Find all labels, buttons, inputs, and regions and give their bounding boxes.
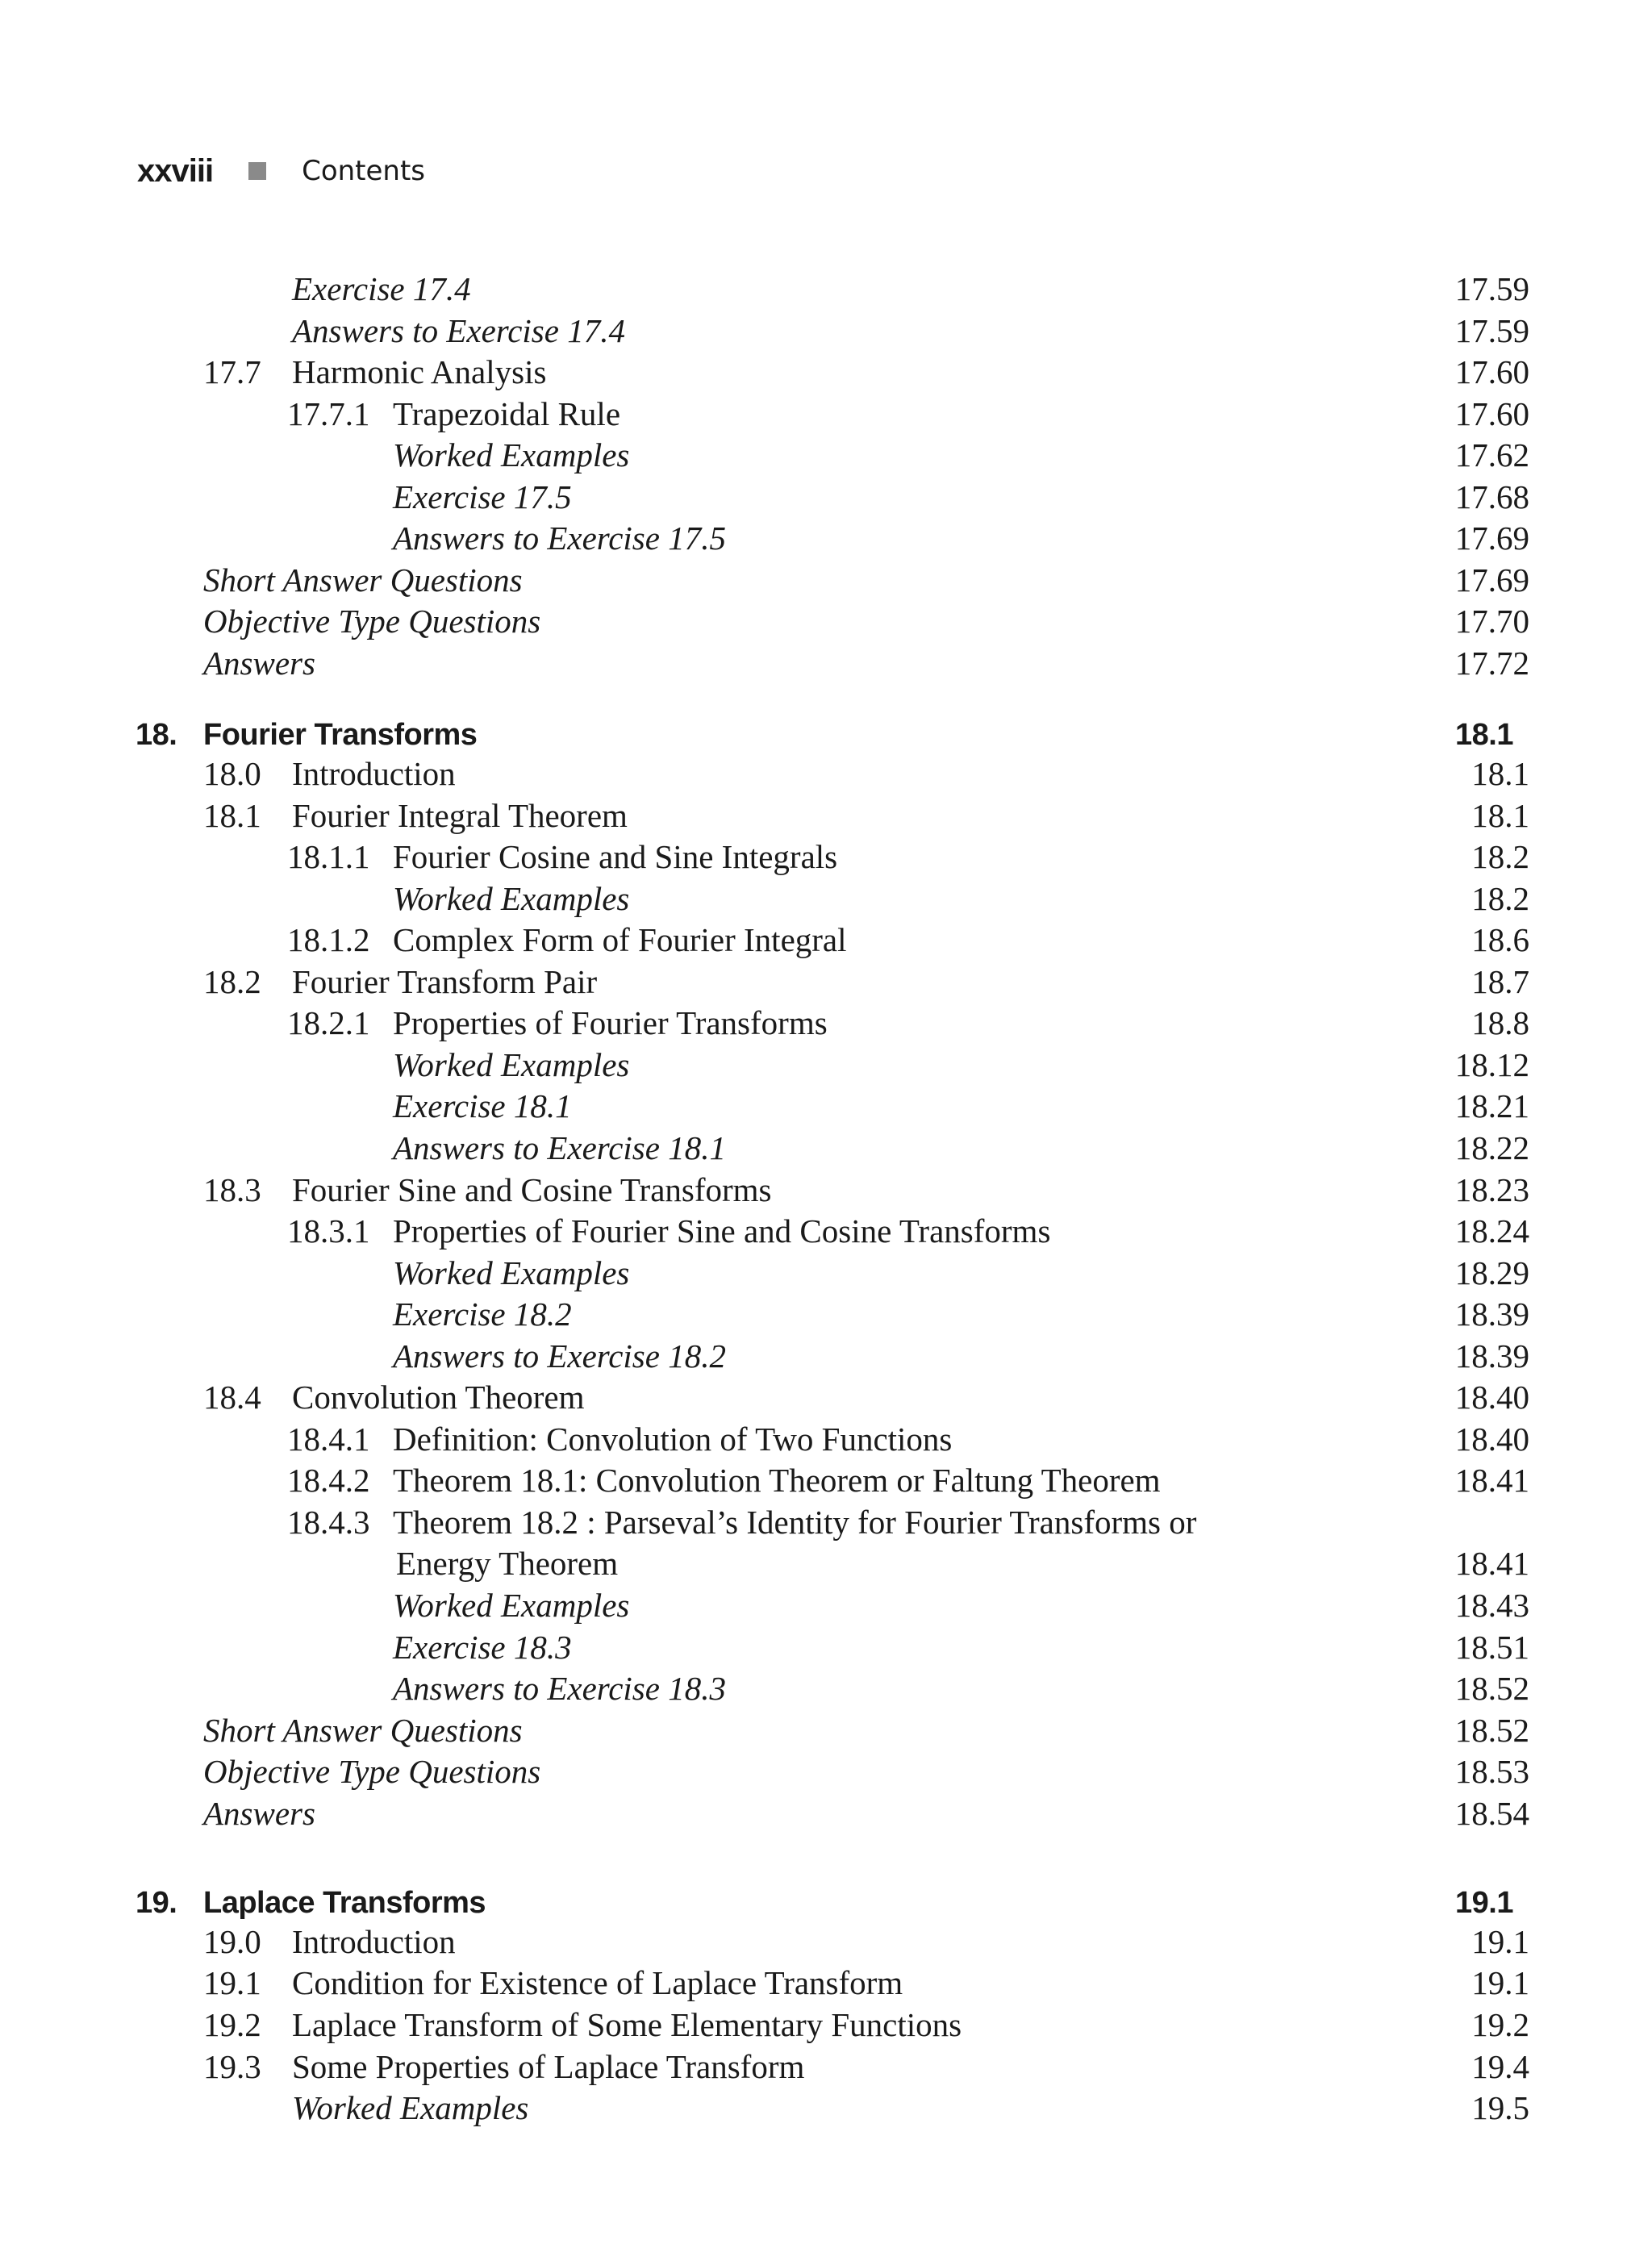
toc-entry-number: 18. xyxy=(136,718,177,752)
toc-entry-title: Exercise 17.4 xyxy=(292,270,471,307)
toc-entry-title: Harmonic Analysis xyxy=(292,353,547,390)
toc-entry-page: 18.53 xyxy=(1454,1753,1529,1790)
toc-entry-page: 18.1 xyxy=(1455,718,1513,752)
toc-entry-title: Laplace Transforms xyxy=(203,1886,486,1920)
toc-entry-number: 19.1 xyxy=(203,1964,261,2001)
toc-entry-row xyxy=(0,2087,1652,2129)
toc-entry-number: 19.0 xyxy=(203,1923,261,1960)
toc-entry-title: Fourier Sine and Cosine Transforms xyxy=(292,1171,772,1208)
toc-entry-row xyxy=(0,753,1652,795)
toc-entry-page: 18.29 xyxy=(1454,1254,1529,1291)
toc-entry-page: 17.70 xyxy=(1454,603,1529,640)
toc-entry-page: 18.12 xyxy=(1454,1046,1529,1083)
toc-entry-row xyxy=(0,919,1652,961)
toc-entry-title: Condition for Existence of Laplace Transform xyxy=(292,1964,903,2001)
toc-entry-title: Objective Type Questions xyxy=(203,1753,541,1790)
toc-entry-title: Energy Theorem xyxy=(396,1545,619,1582)
toc-entry-number: 17.7 xyxy=(203,353,261,390)
toc-entry-number: 19.3 xyxy=(203,2048,261,2085)
toc-entry-row xyxy=(0,1085,1652,1127)
toc-entry-page: 18.39 xyxy=(1454,1295,1529,1333)
toc-entry-page: 19.1 xyxy=(1455,1886,1513,1920)
toc-entry-title: Exercise 18.2 xyxy=(393,1295,572,1333)
toc-entry-title: Answers to Exercise 17.5 xyxy=(393,519,726,557)
toc-entry-page: 17.60 xyxy=(1454,353,1529,390)
toc-entry-page: 19.1 xyxy=(1471,1964,1529,2001)
toc-entry-row xyxy=(0,351,1652,393)
toc-entry-row xyxy=(0,1418,1652,1460)
toc-entry-row xyxy=(0,1169,1652,1211)
toc-entry-number: 18.1 xyxy=(203,797,261,834)
toc-entry-number: 18.0 xyxy=(203,755,261,792)
toc-entry-page: 17.68 xyxy=(1454,478,1529,515)
toc-entry-title: Answers to Exercise 18.1 xyxy=(393,1129,726,1166)
toc-entry-row xyxy=(0,1293,1652,1335)
toc-entry-title: Answers xyxy=(203,645,315,682)
toc-entry-row xyxy=(0,878,1652,920)
toc-entry-title: Introduction xyxy=(292,755,456,792)
toc-entry-page: 19.4 xyxy=(1471,2048,1529,2085)
toc-entry-row xyxy=(0,517,1652,559)
toc-entry-number: 18.2.1 xyxy=(287,1004,370,1041)
toc-entry-page: 17.60 xyxy=(1454,395,1529,432)
toc-entry-row xyxy=(0,1376,1652,1418)
toc-entry-row xyxy=(0,1792,1652,1834)
toc-entry-title: Some Properties of Laplace Transform xyxy=(292,2048,805,2085)
toc-entry-row xyxy=(0,268,1652,310)
toc-entry-number: 19. xyxy=(136,1886,177,1920)
toc-entry-row xyxy=(0,310,1652,352)
toc-entry-title: Theorem 18.2 : Parseval’s Identity for Fourier Transforms or xyxy=(393,1504,1197,1541)
toc-entry-number: 18.4.3 xyxy=(287,1504,370,1541)
toc-entry-title: Objective Type Questions xyxy=(203,603,541,640)
toc-entry-number: 18.4.1 xyxy=(287,1421,370,1458)
toc-chapter-row xyxy=(0,1882,1652,1924)
toc-entry-row xyxy=(0,434,1652,476)
toc-entry-title: Worked Examples xyxy=(393,1046,630,1083)
toc-entry-title: Definition: Convolution of Two Functions xyxy=(393,1421,953,1458)
toc-entry-title: Worked Examples xyxy=(393,1587,630,1624)
toc-entry-title: Introduction xyxy=(292,1923,456,1960)
toc-entry-page: 19.2 xyxy=(1471,2006,1529,2043)
toc-entry-number: 17.7.1 xyxy=(287,395,370,432)
toc-entry-title: Answers xyxy=(203,1795,315,1832)
toc-entry-page: 18.40 xyxy=(1454,1421,1529,1458)
toc-entry-row xyxy=(0,1127,1652,1169)
toc-entry-page: 18.6 xyxy=(1471,921,1529,958)
toc-entry-page: 18.7 xyxy=(1471,963,1529,1000)
toc-entry-title: Convolution Theorem xyxy=(292,1379,585,1416)
toc-entry-title: Worked Examples xyxy=(393,880,630,917)
toc-entry-page: 18.22 xyxy=(1454,1129,1529,1166)
toc-entry-row xyxy=(0,1210,1652,1252)
toc-entry-title: Complex Form of Fourier Integral xyxy=(393,921,847,958)
toc-entry-row xyxy=(0,2046,1652,2088)
toc-entry-page: 18.1 xyxy=(1471,755,1529,792)
toc-entry-page: 18.41 xyxy=(1454,1462,1529,1499)
toc-entry-title: Worked Examples xyxy=(393,436,630,474)
toc-entry-title: Short Answer Questions xyxy=(203,1712,523,1749)
toc-entry-row xyxy=(0,1542,1652,1584)
toc-entry-page: 18.40 xyxy=(1454,1379,1529,1416)
toc-entry-title: Short Answer Questions xyxy=(203,561,523,599)
toc-entry-row xyxy=(0,795,1652,836)
toc-entry-title: Trapezoidal Rule xyxy=(393,395,621,432)
toc-entry-title: Exercise 18.3 xyxy=(393,1629,572,1666)
toc-entry-page: 17.59 xyxy=(1454,312,1529,349)
toc-entry-row xyxy=(0,600,1652,642)
toc-entry-row xyxy=(0,836,1652,878)
toc-entry-row xyxy=(0,1626,1652,1668)
toc-entry-number: 18.3.1 xyxy=(287,1212,370,1249)
toc-entry-page: 17.59 xyxy=(1454,270,1529,307)
page-number: xxviii xyxy=(137,152,214,189)
toc-entry-row xyxy=(0,1252,1652,1294)
toc-entry-title: Fourier Transforms xyxy=(203,718,478,752)
toc-entry-page: 18.52 xyxy=(1454,1712,1529,1749)
toc-entry-row xyxy=(0,1962,1652,2004)
toc-entry-title: Exercise 17.5 xyxy=(393,478,572,515)
toc-entry-number: 18.4 xyxy=(203,1379,261,1416)
toc-entry-title: Answers to Exercise 18.2 xyxy=(393,1337,726,1375)
toc-entry-page: 18.8 xyxy=(1471,1004,1529,1041)
toc-entry-page: 17.72 xyxy=(1454,645,1529,682)
toc-entry-number: 18.1.2 xyxy=(287,921,370,958)
toc-entry-page: 18.52 xyxy=(1454,1670,1529,1707)
toc-entry-page: 18.51 xyxy=(1454,1629,1529,1666)
toc-entry-title: Theorem 18.1: Convolution Theorem or Faltung Theorem xyxy=(393,1462,1161,1499)
toc-entry-page: 18.2 xyxy=(1471,880,1529,917)
toc-entry-row xyxy=(0,1335,1652,1377)
toc-entry-number: 18.2 xyxy=(203,963,261,1000)
toc-entry-page: 18.23 xyxy=(1454,1171,1529,1208)
toc-entry-page: 18.43 xyxy=(1454,1587,1529,1624)
toc-entry-row xyxy=(0,1709,1652,1751)
toc-entry-page: 17.69 xyxy=(1454,519,1529,557)
running-head-title: Contents xyxy=(302,155,426,187)
toc-entry-page: 17.69 xyxy=(1454,561,1529,599)
toc-entry-row xyxy=(0,476,1652,518)
toc-chapter-row xyxy=(0,714,1652,756)
toc-entry-row xyxy=(0,559,1652,601)
toc-entry-page: 17.62 xyxy=(1454,436,1529,474)
toc-entry-title: Laplace Transform of Some Elementary Functions xyxy=(292,2006,962,2043)
toc-entry-row xyxy=(0,1584,1652,1626)
toc-entry-page: 19.5 xyxy=(1471,2089,1529,2126)
toc-entry-row xyxy=(0,642,1652,684)
toc-entry-title: Fourier Transform Pair xyxy=(292,963,598,1000)
toc-entry-row xyxy=(0,1044,1652,1086)
toc-entry-page: 18.2 xyxy=(1471,838,1529,875)
toc-entry-row xyxy=(0,393,1652,435)
toc-entry-row xyxy=(0,1459,1652,1501)
toc-entry-title: Answers to Exercise 18.3 xyxy=(393,1670,726,1707)
toc-entry-title: Worked Examples xyxy=(292,2089,529,2126)
toc-entry-number: 19.2 xyxy=(203,2006,261,2043)
toc-entry-row xyxy=(0,1667,1652,1709)
toc-entry-title: Properties of Fourier Sine and Cosine Transforms xyxy=(393,1212,1051,1249)
toc-entry-title: Worked Examples xyxy=(393,1254,630,1291)
toc-entry-title: Answers to Exercise 17.4 xyxy=(292,312,625,349)
toc-entry-title: Exercise 18.1 xyxy=(393,1087,572,1124)
toc-entry-row xyxy=(0,1501,1652,1543)
toc-entry-row xyxy=(0,2004,1652,2046)
toc-entry-row xyxy=(0,961,1652,1003)
toc-entry-page: 18.21 xyxy=(1454,1087,1529,1124)
toc-entry-number: 18.3 xyxy=(203,1171,261,1208)
toc-entry-page: 18.41 xyxy=(1454,1545,1529,1582)
toc-entry-page: 18.1 xyxy=(1471,797,1529,834)
toc-entry-page: 18.54 xyxy=(1454,1795,1529,1832)
toc-entry-row xyxy=(0,1750,1652,1792)
toc-entry-number: 18.4.2 xyxy=(287,1462,370,1499)
toc-entry-title: Fourier Cosine and Sine Integrals xyxy=(393,838,838,875)
toc-entry-title: Properties of Fourier Transforms xyxy=(393,1004,828,1041)
toc-entry-number: 18.1.1 xyxy=(287,838,370,875)
toc-entry-page: 19.1 xyxy=(1471,1923,1529,1960)
toc-entry-row xyxy=(0,1002,1652,1044)
toc-entry-page: 18.39 xyxy=(1454,1337,1529,1375)
toc-entry-row xyxy=(0,1921,1652,1963)
toc-entry-page: 18.24 xyxy=(1454,1212,1529,1249)
toc-entry-title: Fourier Integral Theorem xyxy=(292,797,628,834)
